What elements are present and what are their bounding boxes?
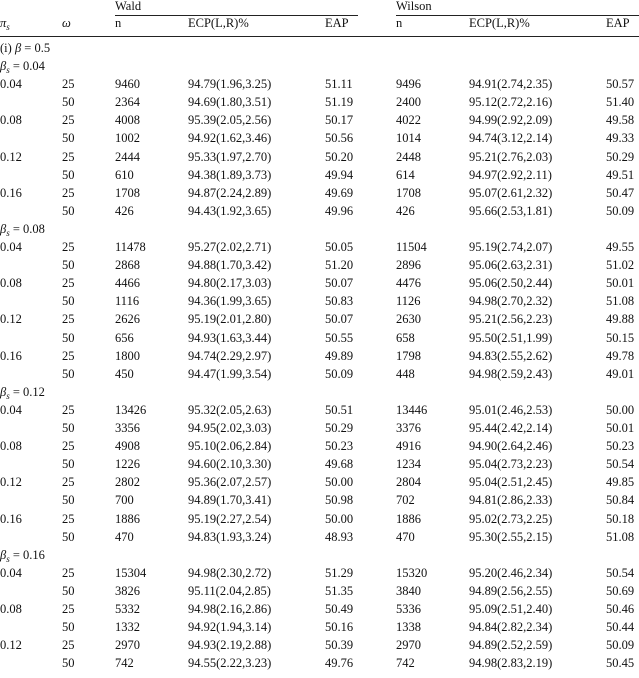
cell-wilson-eap: 50.46 (606, 602, 635, 616)
beta-symbol: β (0, 221, 7, 236)
beta-subscript: s (6, 390, 10, 401)
cell-pi-s: 0.16 (0, 348, 22, 363)
cell-wald-ecp: 94.93(1.63,3.44) (188, 330, 272, 345)
cell-wilson-n: 1126 (396, 294, 421, 309)
cell-wilson-eap: 49.51 (606, 167, 635, 182)
cell-wald-ecp: 94.98(2.30,2.72) (188, 565, 272, 580)
cell-wald-n: 2868 (115, 258, 140, 273)
cell-wilson-ecp: 94.89(2.52,2.59) (469, 638, 553, 653)
cell-wald-ecp: 94.98(2.16,2.86) (188, 602, 272, 616)
cell-wilson-ecp: 94.74(3.12,2.14) (469, 131, 553, 146)
cell-wald-n: 4466 (115, 276, 140, 291)
cell-wald-ecp: 94.74(2.29,2.97) (188, 348, 272, 363)
cell-wilson-n: 4476 (396, 276, 421, 291)
table-row (0, 129, 639, 147)
cell-omega: 25 (62, 113, 75, 128)
cell-wald-ecp: 94.92(1.94,3.14) (188, 620, 272, 635)
table-row (0, 437, 639, 455)
cell-wilson-eap: 51.02 (606, 258, 635, 273)
cell-wald-n: 470 (115, 529, 134, 544)
cell-wald-n: 2364 (115, 95, 140, 110)
cell-wilson-ecp: 95.04(2.73,2.23) (469, 457, 553, 472)
cell-omega: 25 (62, 149, 75, 164)
cell-wald-ecp: 95.32(2.05,2.63) (188, 402, 272, 417)
cell-wilson-ecp: 94.97(2.92,2.11) (469, 167, 552, 182)
cell-omega: 50 (62, 203, 75, 218)
cell-wilson-eap: 51.08 (606, 294, 635, 309)
cell-wilson-n: 3376 (396, 421, 421, 435)
cell-omega: 50 (62, 294, 75, 309)
table-row (0, 292, 639, 310)
cell-wilson-ecp: 94.90(2.64,2.46) (469, 439, 553, 454)
cell-wilson-ecp: 95.66(2.53,1.81) (469, 203, 553, 218)
table-row (0, 184, 639, 202)
cell-wald-eap: 50.55 (325, 330, 354, 345)
header-wald-eap: EAP (325, 16, 349, 30)
cell-wald-n: 700 (115, 493, 134, 508)
cell-wald-n: 450 (115, 366, 134, 381)
table-row (0, 256, 639, 274)
cell-wald-n: 11478 (115, 240, 146, 254)
cell-wald-ecp: 94.80(2.17,3.03) (188, 276, 272, 291)
cell-omega: 50 (62, 529, 75, 544)
cell-wald-ecp: 94.47(1.99,3.54) (188, 366, 272, 381)
cell-wald-eap: 50.98 (325, 493, 354, 508)
cell-wald-eap: 50.00 (325, 511, 354, 526)
cell-wald-ecp: 95.11(2.04,2.85) (188, 583, 271, 598)
cell-pi-s: 0.16 (0, 511, 22, 526)
cell-wald-eap: 49.94 (325, 167, 354, 182)
cell-omega: 25 (62, 475, 75, 490)
cell-wilson-ecp: 95.12(2.72,2.16) (469, 95, 553, 110)
group-value: = 0.16 (9, 547, 45, 562)
cell-omega: 25 (62, 602, 75, 616)
cell-wilson-eap: 51.40 (606, 95, 635, 110)
cell-wilson-n: 5336 (396, 602, 421, 616)
header-group-row (0, 0, 639, 15)
cell-wald-ecp: 94.79(1.96,3.25) (188, 77, 272, 92)
cell-wilson-eap: 50.01 (606, 276, 635, 291)
cell-wald-n: 2444 (115, 149, 140, 164)
cell-wilson-n: 614 (396, 167, 415, 182)
header-wilson: Wilson (396, 0, 432, 13)
cell-wald-n: 2626 (115, 312, 140, 327)
table-row (0, 491, 639, 509)
cell-wald-n: 2802 (115, 475, 140, 490)
cell-wilson-n: 1886 (396, 511, 421, 526)
cell-omega: 50 (62, 167, 75, 182)
cell-wilson-eap: 50.84 (606, 493, 635, 508)
table-row (0, 329, 639, 347)
cell-wald-n: 15304 (115, 565, 147, 580)
cell-wald-eap: 51.11 (325, 77, 353, 92)
cell-wald-eap: 50.09 (325, 366, 354, 381)
cell-wald-eap: 50.17 (325, 113, 354, 128)
cell-wilson-eap: 50.69 (606, 583, 635, 598)
header-wilson-ecp: ECP(L,R)% (469, 16, 530, 30)
cell-pi-s: 0.16 (0, 185, 22, 200)
cell-wald-eap: 50.51 (325, 402, 354, 417)
cell-wilson-ecp: 95.21(2.56,2.23) (469, 312, 553, 327)
cell-wilson-n: 4916 (396, 439, 421, 454)
beta-subscript: s (6, 227, 10, 238)
cell-wilson-n: 426 (396, 203, 415, 218)
cell-wald-eap: 48.93 (325, 529, 354, 544)
cell-wald-eap: 51.35 (325, 583, 354, 598)
group-label (0, 383, 45, 401)
cell-pi-s: 0.08 (0, 602, 22, 616)
table-row (0, 111, 639, 129)
cell-wald-ecp: 94.93(2.19,2.88) (188, 638, 272, 653)
cell-pi-s: 0.04 (0, 402, 22, 417)
cell-wald-n: 9460 (115, 77, 140, 92)
cell-wilson-ecp: 95.06(2.50,2.44) (469, 276, 553, 291)
cell-wilson-n: 1798 (396, 348, 421, 363)
cell-wilson-ecp: 95.19(2.74,2.07) (469, 240, 553, 254)
cell-wilson-ecp: 95.50(2.51,1.99) (469, 330, 553, 345)
cell-wald-ecp: 94.69(1.80,3.51) (188, 95, 272, 110)
cell-wilson-ecp: 94.81(2.86,2.33) (469, 493, 553, 508)
cell-omega: 25 (62, 638, 75, 653)
cell-omega: 25 (62, 402, 75, 417)
table-row (0, 455, 639, 473)
cell-wald-ecp: 94.95(2.02,3.03) (188, 421, 272, 435)
cell-omega: 25 (62, 439, 75, 454)
cell-wilson-eap: 50.47 (606, 185, 635, 200)
cell-pi-s: 0.08 (0, 439, 22, 454)
cell-wald-eap: 50.00 (325, 475, 354, 490)
cell-wilson-n: 2448 (396, 149, 421, 164)
cell-wilson-eap: 50.54 (606, 565, 635, 580)
cell-wald-ecp: 94.88(1.70,3.42) (188, 258, 272, 273)
cell-wilson-n: 4022 (396, 113, 421, 128)
cell-wald-n: 1116 (115, 294, 140, 309)
cell-omega: 50 (62, 457, 75, 472)
header-column-row (0, 14, 639, 32)
table-row (0, 473, 639, 491)
cell-omega: 25 (62, 276, 75, 291)
table-row (0, 310, 639, 328)
table-row (0, 148, 639, 166)
cell-wilson-eap: 49.58 (606, 113, 635, 128)
cell-wald-n: 3826 (115, 583, 140, 598)
beta-symbol: β (0, 547, 7, 562)
section-value: = 0.5 (21, 41, 51, 55)
table-row (0, 528, 639, 546)
table-row (0, 238, 639, 256)
table-row (0, 93, 639, 111)
table-row (0, 618, 639, 636)
cell-wald-eap: 50.83 (325, 294, 354, 309)
cell-wald-ecp: 95.19(2.27,2.54) (188, 511, 272, 526)
cell-wilson-ecp: 95.01(2.46,2.53) (469, 402, 553, 417)
cell-wilson-ecp: 95.44(2.42,2.14) (469, 421, 553, 435)
cell-wald-n: 13426 (115, 402, 147, 417)
cell-wilson-n: 1234 (396, 457, 421, 472)
cell-omega: 50 (62, 421, 75, 435)
cell-wald-ecp: 95.27(2.02,2.71) (188, 240, 272, 254)
table-row (0, 75, 639, 93)
cell-omega: 50 (62, 583, 75, 598)
table-row (0, 510, 639, 528)
header-wald-n: n (115, 16, 122, 30)
cell-wilson-n: 658 (396, 330, 415, 345)
cell-wald-eap: 49.89 (325, 348, 354, 363)
beta-symbol: β (0, 384, 7, 399)
cell-wald-eap: 50.20 (325, 149, 354, 164)
cell-wald-ecp: 94.89(1.70,3.41) (188, 493, 272, 508)
group-value: = 0.08 (9, 221, 45, 236)
beta-symbol: β (14, 41, 22, 55)
cell-omega: 25 (62, 240, 75, 254)
table-row (0, 564, 639, 582)
cell-omega: 50 (62, 131, 75, 146)
table-row (0, 202, 639, 220)
cell-wald-n: 2970 (115, 638, 140, 653)
cell-wilson-n: 2400 (396, 95, 421, 110)
cell-wald-eap: 49.96 (325, 203, 354, 218)
omega-symbol: ω (62, 16, 71, 30)
cell-wilson-eap: 50.09 (606, 638, 635, 653)
cell-wilson-n: 1708 (396, 185, 421, 200)
cell-omega: 25 (62, 77, 75, 92)
cell-wilson-ecp: 94.83(2.55,2.62) (469, 348, 553, 363)
group-value: = 0.12 (9, 384, 45, 399)
cell-wilson-ecp: 95.30(2.55,2.15) (469, 529, 553, 544)
cell-wilson-eap: 51.08 (606, 529, 635, 544)
cell-wald-ecp: 95.10(2.06,2.84) (188, 439, 272, 454)
cell-wilson-n: 448 (396, 366, 415, 381)
cell-wald-n: 1886 (115, 511, 140, 526)
cell-wilson-eap: 49.01 (606, 366, 635, 381)
cell-wald-ecp: 95.19(2.01,2.80) (188, 312, 272, 327)
cell-wald-n: 742 (115, 656, 134, 671)
cell-wilson-eap: 50.09 (606, 203, 635, 218)
cell-wilson-ecp: 95.09(2.51,2.40) (469, 602, 553, 616)
cell-wilson-ecp: 95.20(2.46,2.34) (469, 565, 553, 580)
table-row (0, 166, 639, 184)
cell-wald-n: 4008 (115, 113, 140, 128)
header-omega (62, 14, 71, 32)
cell-wald-n: 1002 (115, 131, 140, 146)
table-row (0, 401, 639, 419)
cell-wilson-n: 11504 (396, 240, 427, 254)
beta-subscript: s (6, 65, 10, 75)
cell-wilson-n: 702 (396, 493, 415, 508)
cell-wald-eap: 50.23 (325, 439, 354, 454)
cell-wilson-ecp: 94.89(2.56,2.55) (469, 583, 553, 598)
cell-wilson-ecp: 95.04(2.51,2.45) (469, 475, 553, 490)
cell-wilson-n: 2630 (396, 312, 421, 327)
cell-wald-ecp: 94.43(1.92,3.65) (188, 203, 272, 218)
cell-wald-ecp: 95.36(2.07,2.57) (188, 475, 272, 490)
cell-wilson-n: 470 (396, 529, 415, 544)
header-wald-ecp: ECP(L,R)% (188, 16, 249, 30)
cell-wald-eap: 50.56 (325, 131, 354, 146)
cell-wilson-n: 15320 (396, 565, 428, 580)
cell-omega: 25 (62, 185, 75, 200)
cell-wilson-eap: 50.44 (606, 620, 635, 635)
cell-wilson-ecp: 94.98(2.59,2.43) (469, 366, 553, 381)
cell-wald-n: 656 (115, 330, 134, 345)
cell-pi-s: 0.04 (0, 240, 22, 254)
cell-wald-ecp: 95.39(2.05,2.56) (188, 113, 272, 128)
cell-wilson-n: 2804 (396, 475, 421, 490)
cell-wald-eap: 50.29 (325, 421, 354, 435)
cell-wald-n: 1226 (115, 457, 140, 472)
cell-omega: 50 (62, 95, 75, 110)
cell-wald-ecp: 95.33(1.97,2.70) (188, 149, 272, 164)
cell-wald-n: 1800 (115, 348, 140, 363)
header-wilson-n: n (396, 16, 403, 30)
beta-symbol: β (0, 59, 7, 73)
table-row (0, 582, 639, 600)
cell-wald-n: 426 (115, 203, 134, 218)
cell-wilson-n: 9496 (396, 77, 421, 92)
table-row (0, 636, 639, 654)
cell-wilson-n: 2970 (396, 638, 421, 653)
group-label (0, 546, 45, 564)
cell-wilson-eap: 50.01 (606, 421, 635, 435)
header-wilson-eap: EAP (606, 16, 630, 30)
beta-subscript: s (6, 553, 10, 564)
cell-wald-n: 5332 (115, 602, 140, 616)
cell-wilson-ecp: 95.21(2.76,2.03) (469, 149, 553, 164)
cell-pi-s: 0.08 (0, 276, 22, 291)
cell-wilson-eap: 50.57 (606, 77, 635, 92)
header-pi-s (0, 14, 10, 32)
cell-omega: 25 (62, 312, 75, 327)
cell-wald-eap: 50.39 (325, 638, 354, 653)
pi-subscript: s (6, 22, 10, 32)
cell-wald-eap: 51.19 (325, 95, 354, 110)
table-row (0, 274, 639, 292)
cell-wald-eap: 50.07 (325, 276, 354, 291)
cell-wald-n: 1332 (115, 620, 140, 635)
cell-wilson-ecp: 95.02(2.73,2.25) (469, 511, 553, 526)
cell-wald-ecp: 94.87(2.24,2.89) (188, 185, 272, 200)
cell-wald-eap: 50.16 (325, 620, 354, 635)
cell-wilson-ecp: 94.99(2.92,2.09) (469, 113, 553, 128)
cell-wald-eap: 49.68 (325, 457, 354, 472)
cell-wald-ecp: 94.92(1.62,3.46) (188, 131, 272, 146)
cell-omega: 50 (62, 258, 75, 273)
cell-wilson-eap: 50.54 (606, 457, 635, 472)
cell-pi-s: 0.04 (0, 77, 22, 92)
cell-wilson-n: 2896 (396, 258, 421, 273)
cell-pi-s: 0.08 (0, 113, 22, 128)
cell-wilson-ecp: 94.91(2.74,2.35) (469, 77, 553, 92)
table-row (0, 419, 639, 437)
cell-pi-s: 0.04 (0, 565, 22, 580)
cell-omega: 50 (62, 493, 75, 508)
cell-omega: 25 (62, 348, 75, 363)
table-row (0, 347, 639, 365)
cell-wald-n: 1708 (115, 185, 140, 200)
cell-wilson-eap: 49.78 (606, 348, 635, 363)
cell-omega: 50 (62, 620, 75, 635)
cell-wald-ecp: 94.38(1.89,3.73) (188, 167, 272, 182)
cell-pi-s: 0.12 (0, 638, 22, 653)
cell-wald-eap: 51.20 (325, 258, 354, 273)
cell-wald-eap: 51.29 (325, 565, 354, 580)
cell-wald-eap: 50.05 (325, 240, 354, 254)
cell-wilson-eap: 49.33 (606, 131, 635, 146)
cell-wald-ecp: 94.36(1.99,3.65) (188, 294, 272, 309)
pi-symbol: π (0, 16, 7, 30)
cell-wilson-ecp: 94.98(2.70,2.32) (469, 294, 553, 309)
header-bottom-rule (0, 36, 639, 37)
cell-wilson-n: 1014 (396, 131, 421, 146)
group-label (0, 57, 45, 75)
cell-wilson-eap: 50.29 (606, 149, 635, 164)
cell-pi-s: 0.12 (0, 475, 22, 490)
cell-wilson-ecp: 95.06(2.63,2.31) (469, 258, 553, 273)
cell-wald-n: 610 (115, 167, 134, 182)
cell-wald-eap: 49.76 (325, 656, 354, 671)
cell-wilson-eap: 49.88 (606, 312, 635, 327)
cell-wilson-n: 3840 (396, 583, 421, 598)
cell-wilson-eap: 50.00 (606, 402, 635, 417)
cell-omega: 50 (62, 366, 75, 381)
cell-wilson-ecp: 95.07(2.61,2.32) (469, 185, 553, 200)
cell-wald-ecp: 94.60(2.10,3.30) (188, 457, 272, 472)
cell-wilson-eap: 50.45 (606, 656, 635, 671)
cell-omega: 25 (62, 565, 75, 580)
table-row (0, 654, 639, 672)
cell-wilson-n: 13446 (396, 402, 428, 417)
cell-pi-s: 0.12 (0, 149, 22, 164)
group-value: = 0.04 (9, 59, 45, 73)
cell-wilson-eap: 50.18 (606, 511, 635, 526)
cell-wilson-eap: 49.85 (606, 475, 635, 490)
cell-wilson-eap: 50.23 (606, 439, 635, 454)
cell-wilson-n: 1338 (396, 620, 421, 635)
header-wald: Wald (115, 0, 142, 13)
cell-omega: 25 (62, 511, 75, 526)
cell-wilson-ecp: 94.98(2.83,2.19) (469, 656, 553, 671)
section-prefix: (i) (0, 41, 15, 55)
cell-wald-ecp: 94.55(2.22,3.23) (188, 656, 272, 671)
cell-wald-ecp: 94.83(1.93,3.24) (188, 529, 272, 544)
cell-wald-n: 3356 (115, 421, 140, 435)
cell-wald-n: 4908 (115, 439, 140, 454)
cell-omega: 50 (62, 330, 75, 345)
cell-wilson-ecp: 94.84(2.82,2.34) (469, 620, 553, 635)
cell-wilson-eap: 49.55 (606, 240, 635, 254)
cell-pi-s: 0.12 (0, 312, 22, 327)
cell-wald-eap: 50.07 (325, 312, 354, 327)
cell-wilson-n: 742 (396, 656, 415, 671)
cell-omega: 50 (62, 656, 75, 671)
cell-wald-eap: 50.49 (325, 602, 354, 616)
section-label-i (0, 39, 50, 57)
table-row (0, 600, 639, 618)
cell-wald-eap: 49.69 (325, 185, 354, 200)
table-row (0, 365, 639, 383)
group-label (0, 220, 45, 238)
cell-wilson-eap: 50.15 (606, 330, 635, 345)
